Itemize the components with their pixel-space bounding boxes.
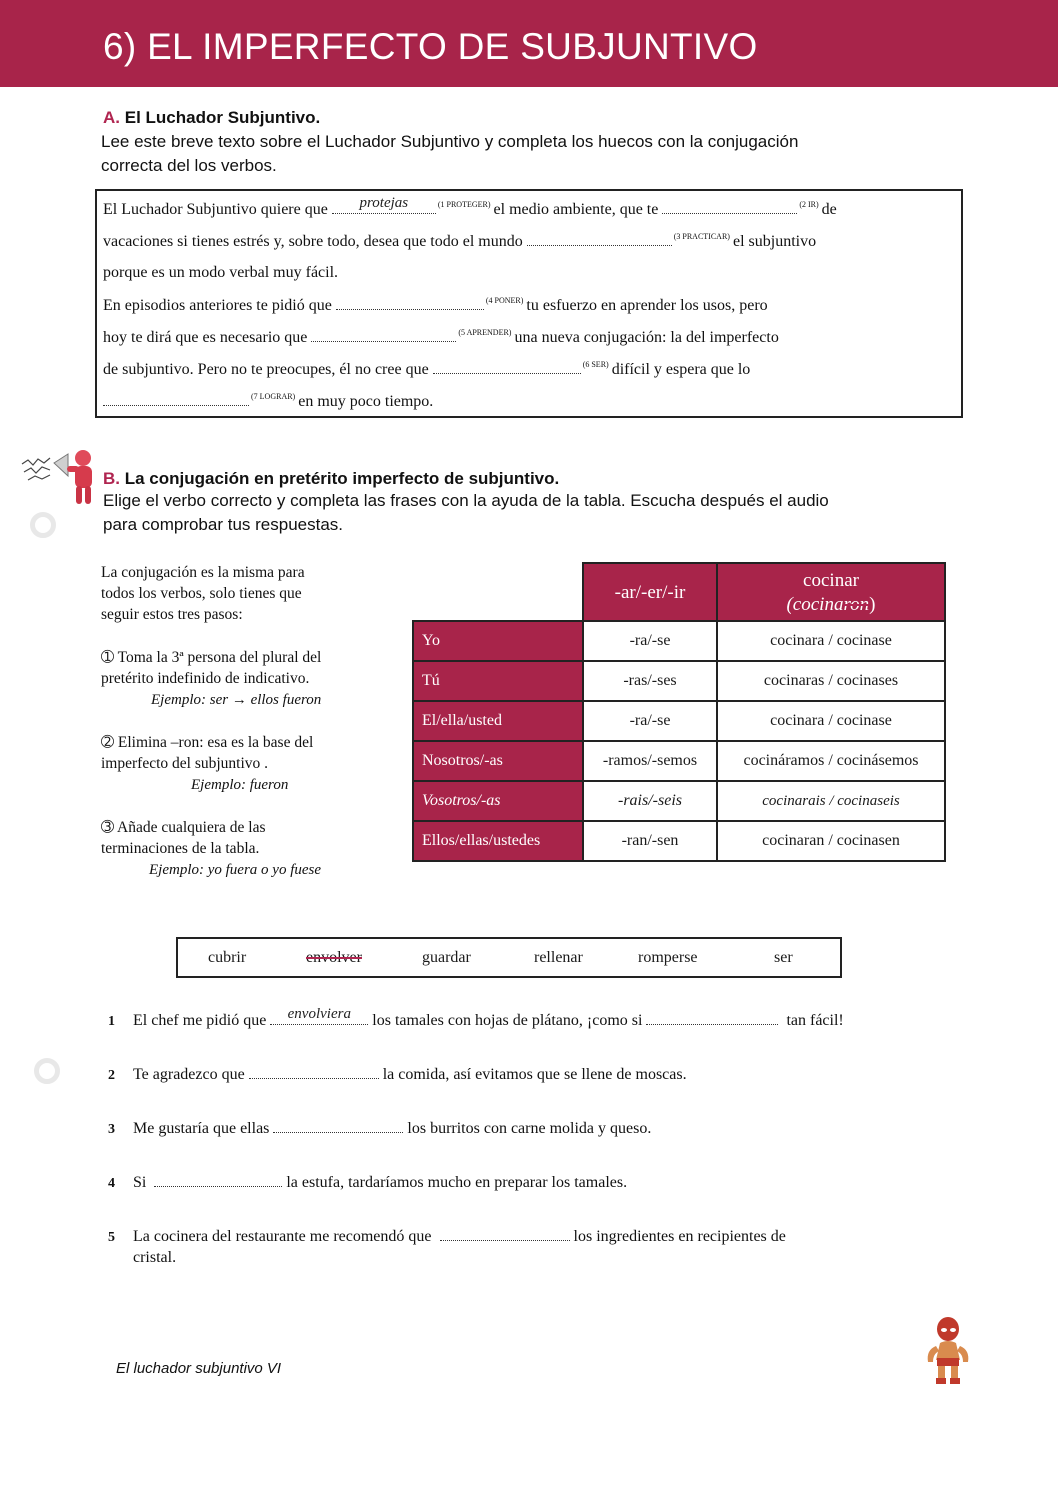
steps-intro [101,562,401,625]
person-cell: Nosotros/-as [413,741,583,781]
text-segment: En episodios anteriores te pidió que [103,297,332,314]
exercise-text: los tamales con hojas de plátano, ¡como si [372,1012,643,1029]
text-line-6 [103,361,750,378]
step-1-example: Ejemplo: ser → ellos fueron [151,692,322,708]
verb-hint-5: (5 APRENDER) [458,328,512,337]
example-cell: cocinara / cocinase [717,621,945,661]
verb-hint-3: (3 PRACTICAR) [673,232,730,241]
exercise-text: Me gustaría que ellas [133,1120,270,1137]
text-line-5 [103,329,779,346]
table-header-row [413,563,945,621]
exercise-blank[interactable] [440,1228,570,1241]
verb-option[interactable]: guardar [422,949,471,966]
exercise-5-continued [108,1250,176,1266]
text-segment: una nueva conjugación: la del imperfecto [514,329,779,346]
steps-intro-line: todos los verbos, solo tienes que [101,585,302,602]
reading-text-box [95,189,963,418]
exercise-text: la estufa, tardaríamos mucho en preparar los tamales. [286,1174,628,1191]
exercise-number: 4 [108,1176,115,1191]
section-b-title: La conjugación en pretérito imperfecto de subjuntivo. [124,469,560,488]
verb-option-used[interactable]: envolver [306,949,362,966]
title-banner [0,0,1058,87]
person-cell: El/ella/usted [413,701,583,741]
text-segment: de subjuntivo. Pero no te preocupes, él no cree que [103,361,429,378]
table-row [413,821,945,861]
verb-hint-6: (6 SER) [582,360,609,369]
exercise-text: El chef me pidió que [133,1012,267,1029]
section-a-heading [103,108,320,128]
table-row [413,781,945,821]
section-b-letter: B. [103,469,120,488]
text-segment: el medio ambiente, que te [493,201,659,218]
person-cell: Vosotros/-as [413,781,583,821]
steps-intro-line: seguir estos tres pasos: [101,606,243,623]
exercise-text: tan fácil! [786,1012,844,1029]
exercise-3 [108,1120,651,1137]
verb-option[interactable]: ser [774,949,793,966]
blank-4[interactable] [336,297,484,310]
binder-hole-icon [30,512,56,538]
person-cell: Ellos/ellas/ustedes [413,821,583,861]
blank-6[interactable] [433,361,581,374]
text-segment: hoy te dirá que es necesario que [103,329,308,346]
exercise-number: 3 [108,1122,115,1137]
verb-hint-4: (4 PONER) [485,296,524,305]
section-b-instruction [103,489,829,537]
blank-1[interactable] [332,195,436,214]
step-1-line: ➀ Toma la 3ª persona del plural del [101,649,322,666]
example-cell: cocináramos / cocinásemos [717,741,945,781]
ending-cell: -rais/-seis [583,781,717,821]
verb-bank [176,937,842,978]
text-line-7 [103,393,433,410]
exercise-4 [108,1174,627,1191]
example-cell: cocinaran / cocinasen [717,821,945,861]
header-verb-struck: ron [843,593,870,615]
exercise-number: 5 [108,1230,115,1245]
megaphone-person-icon[interactable] [20,446,102,508]
exercise-text: Si [133,1174,147,1191]
text-line-3: porque es un modo verbal muy fácil. [103,264,339,281]
exercise-text: cristal. [133,1249,177,1266]
exercise-1 [108,1006,844,1029]
section-b-instruction-line-1: Elige el verbo correcto y completa las frases con la ayuda de la tabla. Escucha después el audio [103,491,829,510]
text-segment: vacaciones si tienes estrés y, sobre todo, desea que todo el mundo [103,233,523,250]
person-cell: Tú [413,661,583,701]
binder-hole-icon [34,1058,60,1084]
verb-option[interactable]: romperse [638,949,698,966]
footer-text: El luchador subjuntivo VI [116,1360,282,1377]
exercise-text: los ingredientes en recipientes de [573,1228,786,1245]
section-b-heading [103,469,559,489]
section-a-instruction-line-2: correcta del los verbos. [101,156,277,175]
ending-cell: -ra/-se [583,701,717,741]
header-verb-close: ) [869,593,876,615]
table-row [413,661,945,701]
blank-7[interactable] [103,393,249,406]
table-empty-cell [413,563,583,621]
table-row [413,621,945,661]
step-3-example: Ejemplo: yo fuera o yo fuese [149,862,322,878]
step-2 [101,732,401,796]
blank-5[interactable] [311,329,456,342]
verb-hint-1: (1 PROTEGER) [437,200,491,209]
text-line-4 [103,297,768,314]
exercise-2 [108,1066,687,1083]
verb-hint-7: (7 LOGRAR) [251,392,296,401]
exercise-blank[interactable] [646,1012,778,1025]
exercise-blank[interactable] [154,1174,282,1187]
handwritten-answer: envolviera [287,1006,351,1022]
wrestler-mascot-icon [922,1316,974,1386]
ending-cell: -ramos/-semos [583,741,717,781]
step-3 [101,817,401,881]
text-segment: el subjuntivo [732,233,817,250]
example-cell: cocinarais / cocinaseis [717,781,945,821]
step-1 [101,647,401,711]
section-a-title: El Luchador Subjuntivo. [124,108,321,127]
handwritten-answer-1: protejas [359,195,409,211]
text-segment: de [821,201,837,218]
exercise-text: Te agradezco que [133,1066,245,1083]
exercise-blank[interactable] [249,1066,379,1079]
text-line-2 [103,233,816,250]
example-cell: cocinaras / cocinases [717,661,945,701]
ending-cell: -ran/-sen [583,821,717,861]
exercise-blank[interactable] [273,1120,403,1133]
blank-2[interactable] [662,201,797,214]
exercise-5 [108,1228,786,1245]
ending-cell: -ras/-ses [583,661,717,701]
step-3-line: terminaciones de la tabla. [101,840,260,857]
section-b-instruction-line-2: para comprobar tus respuestas. [103,515,344,534]
text-segment: tu esfuerzo en aprender los usos, pero [526,297,768,314]
section-a-instruction [101,130,798,178]
table-row [413,701,945,741]
blank-3[interactable] [527,233,672,246]
header-verb-name: cocinar [803,569,859,591]
exercise-number: 2 [108,1068,115,1083]
exercise-text: La cocinera del restaurante me recomendó que [133,1228,432,1245]
step-3-line: ➂ Añade cualquiera de las [101,819,266,836]
person-cell: Yo [413,621,583,661]
text-segment: El Luchador Subjuntivo quiere que [103,201,328,218]
conjugation-table [412,562,946,862]
exercise-blank[interactable] [270,1006,368,1025]
step-2-line: ➁ Elimina –ron: esa es la base del [101,734,314,751]
example-cell: cocinara / cocinase [717,701,945,741]
header-endings: -ar/-er/-ir [583,563,717,621]
table-row [413,741,945,781]
header-verb-base [724,595,938,614]
step-2-example: Ejemplo: fueron [191,777,289,793]
text-segment: difícil y espera que lo [611,361,751,378]
header-verb [717,563,945,621]
ending-cell: -ra/-se [583,621,717,661]
page-title: 6) EL IMPERFECTO DE SUBJUNTIVO [103,26,758,67]
exercise-text: la comida, así evitamos que se llene de moscas. [382,1066,687,1083]
step-2-line: imperfecto del subjuntivo . [101,755,269,772]
verb-option[interactable]: rellenar [534,949,583,966]
steps-intro-line: La conjugación es la misma para [101,564,305,581]
header-verb-base-text: (cocina [786,593,844,615]
section-a-instruction-line-1: Lee este breve texto sobre el Luchador Subjuntivo y completa los huecos con la conjugación [101,132,799,151]
verb-hint-2: (2 IR) [799,200,819,209]
verb-option[interactable]: cubrir [208,949,247,966]
exercise-text: los burritos con carne molida y queso. [407,1120,652,1137]
text-segment: en muy poco tiempo. [298,393,434,410]
step-1-line: pretérito indefinido de indicativo. [101,670,310,687]
section-a-letter: A. [103,108,120,127]
exercise-number: 1 [108,1014,115,1029]
text-line-1 [103,195,837,218]
